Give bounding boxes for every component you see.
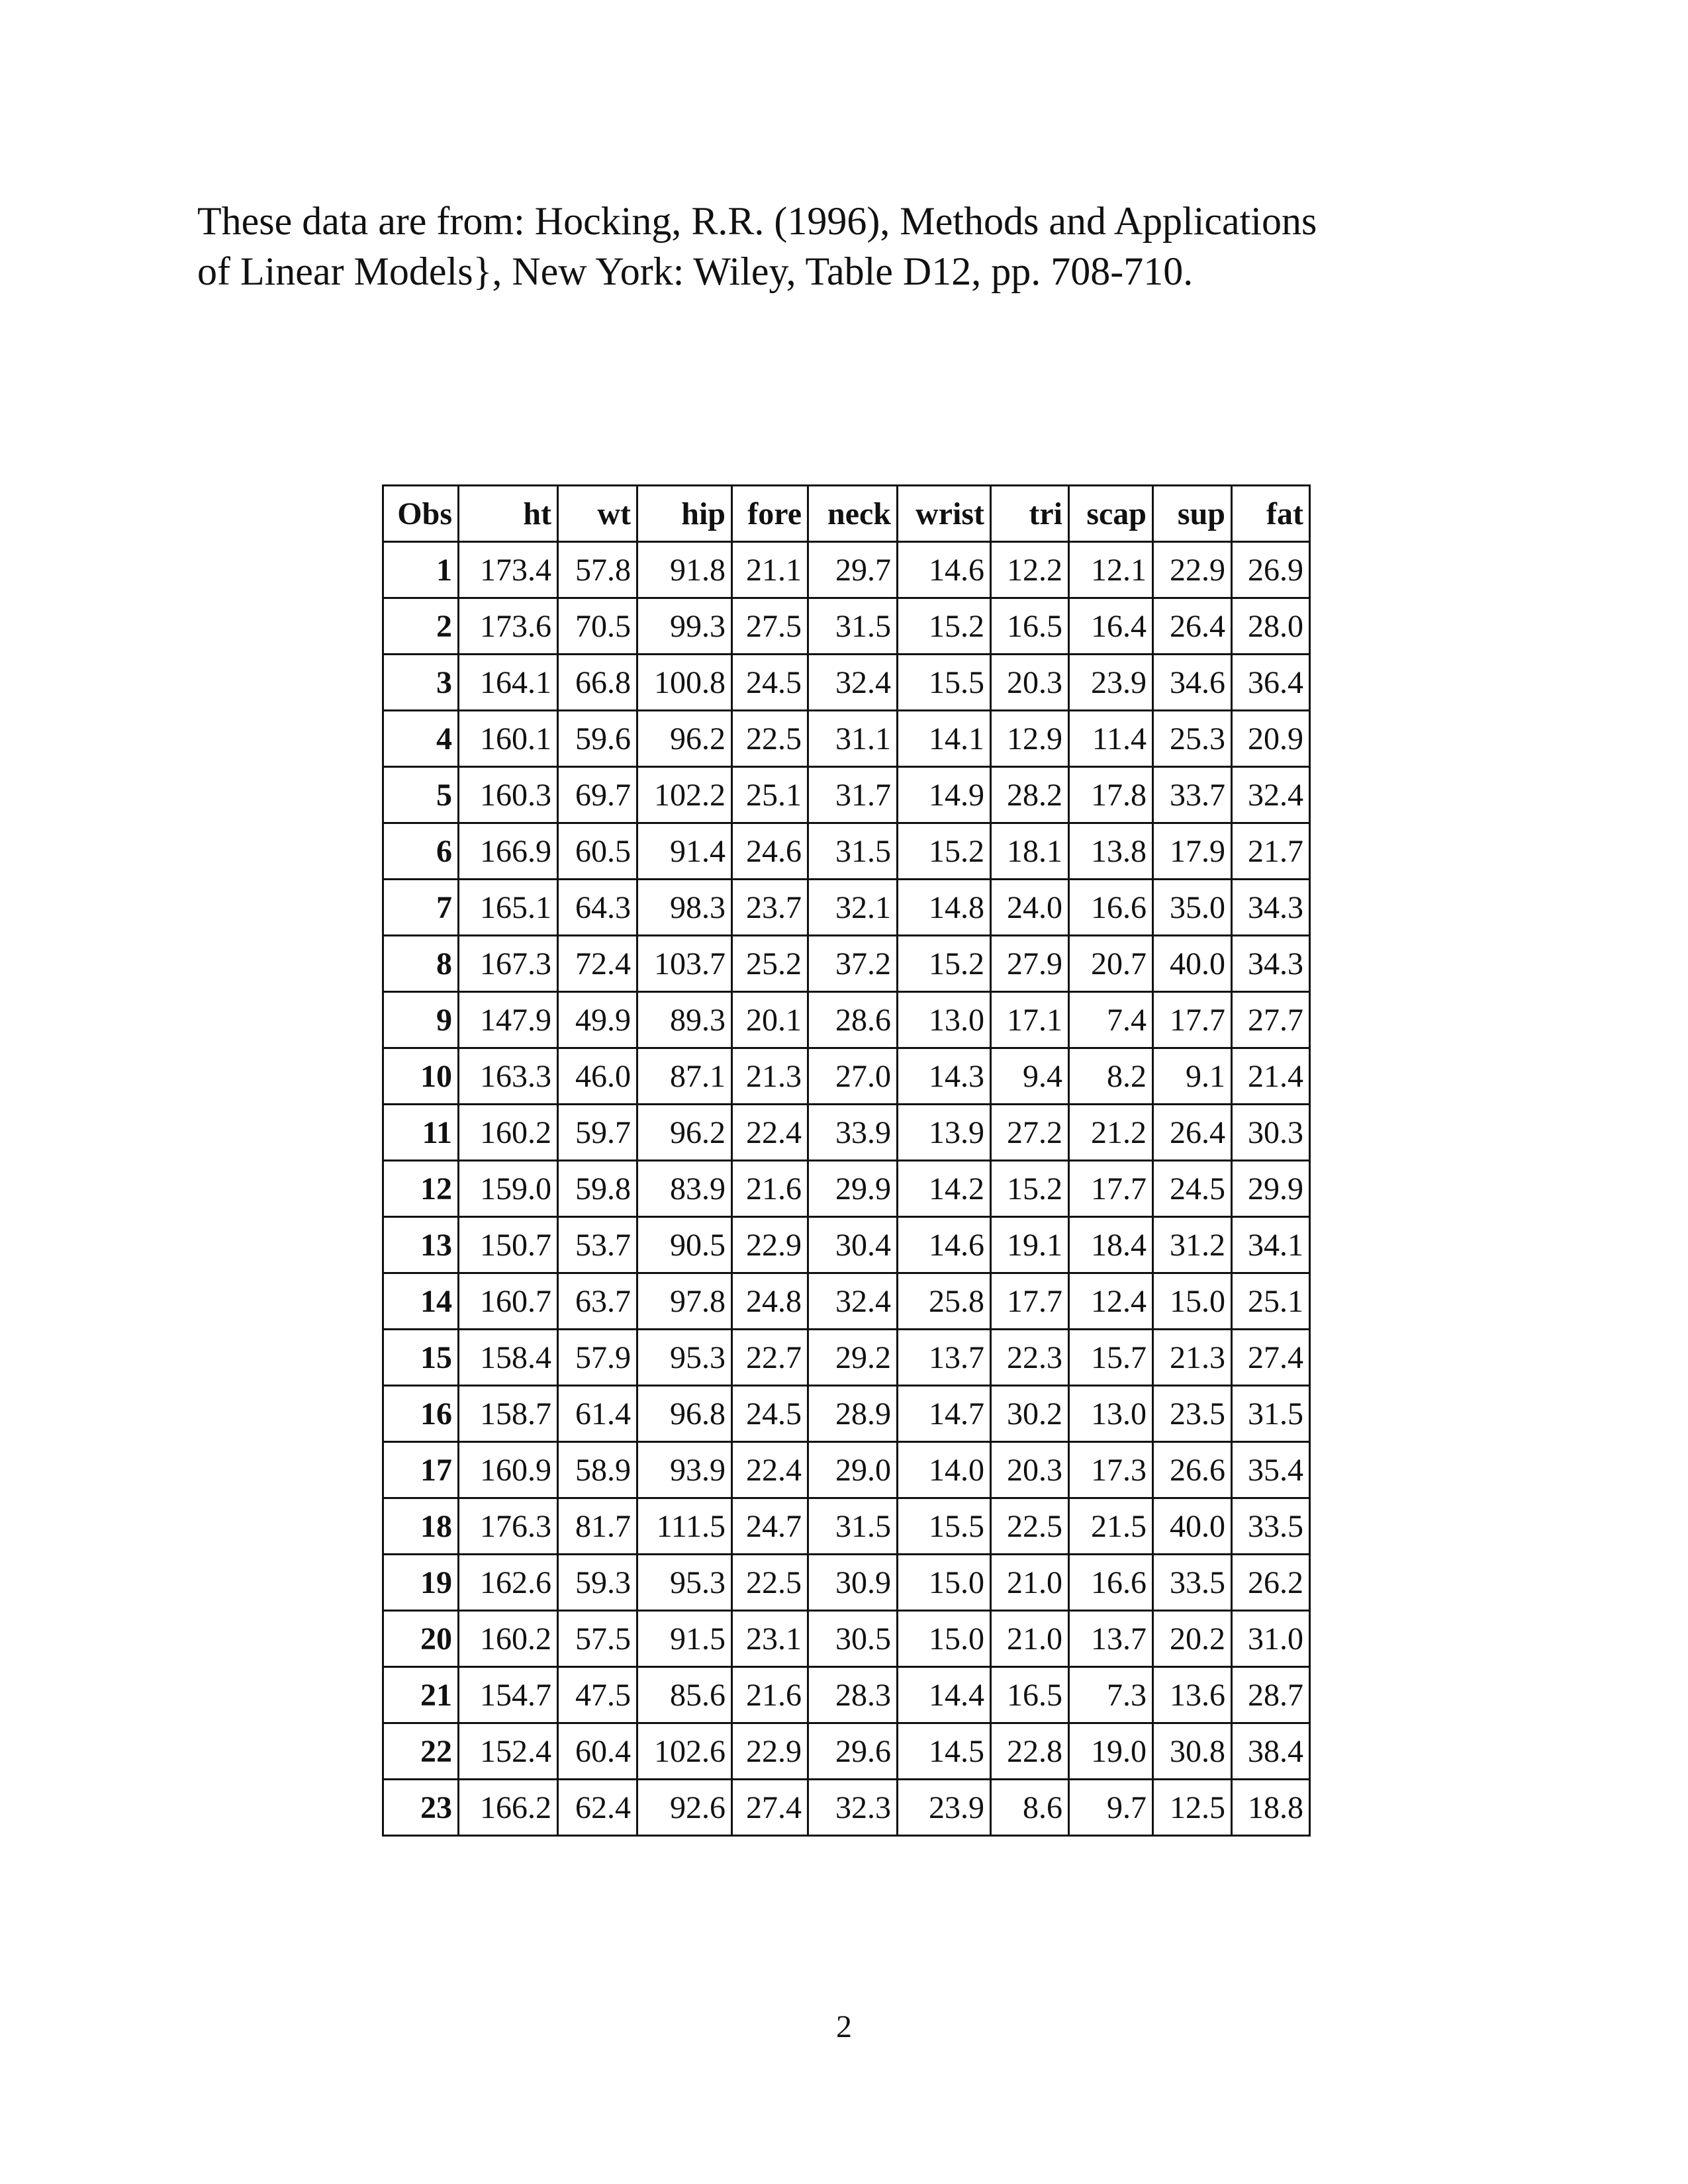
table-cell-scap: 21.2 xyxy=(1069,1105,1153,1161)
table-cell-tri: 12.9 xyxy=(991,711,1069,767)
table-cell-fore: 24.8 xyxy=(732,1273,808,1330)
table-cell-hip: 87.1 xyxy=(637,1048,732,1105)
table-cell-neck: 32.4 xyxy=(808,1273,898,1330)
table-cell-obs: 2 xyxy=(383,598,459,655)
table-cell-sup: 20.2 xyxy=(1153,1611,1232,1667)
table-cell-tri: 20.3 xyxy=(991,1442,1069,1498)
table-row xyxy=(383,1555,1310,1611)
table-row xyxy=(383,1780,1310,1836)
table-cell-ht: 166.2 xyxy=(459,1780,558,1836)
table-cell-wrist: 14.6 xyxy=(898,1217,991,1273)
table-cell-neck: 31.5 xyxy=(808,598,898,655)
table-cell-ht: 165.1 xyxy=(459,880,558,936)
table-cell-neck: 31.5 xyxy=(808,823,898,880)
table-cell-tri: 17.7 xyxy=(991,1273,1069,1330)
table-cell-fat: 34.3 xyxy=(1232,880,1310,936)
table-cell-fat: 29.9 xyxy=(1232,1161,1310,1217)
table-row xyxy=(383,598,1310,655)
table-cell-wrist: 14.3 xyxy=(898,1048,991,1105)
table-cell-wt: 53.7 xyxy=(558,1217,637,1273)
table-cell-scap: 17.7 xyxy=(1069,1161,1153,1217)
table-cell-sup: 26.6 xyxy=(1153,1442,1232,1498)
table-cell-fore: 24.7 xyxy=(732,1498,808,1555)
table-cell-wrist: 13.9 xyxy=(898,1105,991,1161)
table-cell-fore: 22.4 xyxy=(732,1442,808,1498)
table-cell-hip: 95.3 xyxy=(637,1555,732,1611)
table-cell-tri: 24.0 xyxy=(991,880,1069,936)
table-cell-fat: 25.1 xyxy=(1232,1273,1310,1330)
citation-line-1: These data are from: Hocking, R.R. (1996), Methods and Applications xyxy=(197,199,1317,243)
table-cell-ht: 160.3 xyxy=(459,767,558,823)
table-cell-obs: 5 xyxy=(383,767,459,823)
table-cell-wt: 72.4 xyxy=(558,936,637,992)
table-cell-ht: 152.4 xyxy=(459,1723,558,1780)
table-cell-ht: 162.6 xyxy=(459,1555,558,1611)
table-cell-wrist: 13.0 xyxy=(898,992,991,1048)
table-row xyxy=(383,542,1310,598)
table-cell-neck: 30.9 xyxy=(808,1555,898,1611)
table-cell-tri: 15.2 xyxy=(991,1161,1069,1217)
table-cell-tri: 9.4 xyxy=(991,1048,1069,1105)
table-cell-fat: 34.1 xyxy=(1232,1217,1310,1273)
table-cell-sup: 40.0 xyxy=(1153,936,1232,992)
table-cell-sup: 15.0 xyxy=(1153,1273,1232,1330)
table-cell-hip: 102.6 xyxy=(637,1723,732,1780)
table-cell-sup: 22.9 xyxy=(1153,542,1232,598)
table-cell-sup: 24.5 xyxy=(1153,1161,1232,1217)
column-header-tri: tri xyxy=(991,486,1069,542)
column-header-wrist: wrist xyxy=(898,486,991,542)
table-cell-ht: 158.4 xyxy=(459,1330,558,1386)
table-cell-neck: 33.9 xyxy=(808,1105,898,1161)
table-row xyxy=(383,711,1310,767)
table-cell-hip: 92.6 xyxy=(637,1780,732,1836)
table-cell-fat: 32.4 xyxy=(1232,767,1310,823)
table-cell-scap: 13.0 xyxy=(1069,1386,1153,1442)
table-cell-fat: 27.7 xyxy=(1232,992,1310,1048)
table-cell-wrist: 14.5 xyxy=(898,1723,991,1780)
table-row xyxy=(383,1667,1310,1723)
table-cell-neck: 30.5 xyxy=(808,1611,898,1667)
table-cell-ht: 159.0 xyxy=(459,1161,558,1217)
table-cell-fore: 22.5 xyxy=(732,1555,808,1611)
column-header-ht: ht xyxy=(459,486,558,542)
table-cell-fore: 21.6 xyxy=(732,1667,808,1723)
table-cell-sup: 13.6 xyxy=(1153,1667,1232,1723)
table-cell-wrist: 14.6 xyxy=(898,542,991,598)
table-row xyxy=(383,936,1310,992)
table-cell-ht: 166.9 xyxy=(459,823,558,880)
table-cell-neck: 32.4 xyxy=(808,655,898,711)
table-cell-fore: 23.1 xyxy=(732,1611,808,1667)
table-cell-scap: 20.7 xyxy=(1069,936,1153,992)
table-cell-tri: 22.3 xyxy=(991,1330,1069,1386)
table-row xyxy=(383,1498,1310,1555)
table-cell-ht: 160.2 xyxy=(459,1105,558,1161)
table-cell-hip: 97.8 xyxy=(637,1273,732,1330)
table-row xyxy=(383,1048,1310,1105)
table-cell-wt: 49.9 xyxy=(558,992,637,1048)
table-cell-fore: 21.3 xyxy=(732,1048,808,1105)
table-cell-wt: 59.8 xyxy=(558,1161,637,1217)
column-header-scap: scap xyxy=(1069,486,1153,542)
table-cell-hip: 111.5 xyxy=(637,1498,732,1555)
table-cell-neck: 29.2 xyxy=(808,1330,898,1386)
table-cell-wt: 59.3 xyxy=(558,1555,637,1611)
table-cell-fore: 24.5 xyxy=(732,655,808,711)
table-cell-hip: 85.6 xyxy=(637,1667,732,1723)
table-cell-obs: 11 xyxy=(383,1105,459,1161)
table-cell-obs: 1 xyxy=(383,542,459,598)
table-cell-hip: 93.9 xyxy=(637,1442,732,1498)
table-cell-fore: 23.7 xyxy=(732,880,808,936)
table-cell-fat: 33.5 xyxy=(1232,1498,1310,1555)
table-cell-tri: 17.1 xyxy=(991,992,1069,1048)
table-cell-sup: 26.4 xyxy=(1153,1105,1232,1161)
table-cell-hip: 89.3 xyxy=(637,992,732,1048)
table-cell-obs: 21 xyxy=(383,1667,459,1723)
table-cell-fat: 21.7 xyxy=(1232,823,1310,880)
table-cell-obs: 23 xyxy=(383,1780,459,1836)
table-row xyxy=(383,1273,1310,1330)
table-cell-scap: 16.6 xyxy=(1069,1555,1153,1611)
table-cell-ht: 160.9 xyxy=(459,1442,558,1498)
table-cell-fat: 28.0 xyxy=(1232,598,1310,655)
table-cell-hip: 96.2 xyxy=(637,711,732,767)
citation-text xyxy=(197,196,1521,296)
table-cell-obs: 16 xyxy=(383,1386,459,1442)
table-cell-fore: 20.1 xyxy=(732,992,808,1048)
table-cell-wt: 63.7 xyxy=(558,1273,637,1330)
table-cell-tri: 16.5 xyxy=(991,598,1069,655)
table-cell-fat: 20.9 xyxy=(1232,711,1310,767)
table-cell-neck: 30.4 xyxy=(808,1217,898,1273)
table-cell-tri: 22.5 xyxy=(991,1498,1069,1555)
table-cell-scap: 7.3 xyxy=(1069,1667,1153,1723)
table-cell-scap: 13.8 xyxy=(1069,823,1153,880)
table-cell-sup: 34.6 xyxy=(1153,655,1232,711)
table-cell-wrist: 15.2 xyxy=(898,936,991,992)
table-cell-wrist: 14.8 xyxy=(898,880,991,936)
table-cell-fat: 38.4 xyxy=(1232,1723,1310,1780)
table-cell-wt: 59.6 xyxy=(558,711,637,767)
table-cell-scap: 11.4 xyxy=(1069,711,1153,767)
table-cell-scap: 16.4 xyxy=(1069,598,1153,655)
table-cell-sup: 33.7 xyxy=(1153,767,1232,823)
table-cell-scap: 21.5 xyxy=(1069,1498,1153,1555)
table-cell-hip: 91.5 xyxy=(637,1611,732,1667)
table-cell-tri: 22.8 xyxy=(991,1723,1069,1780)
table-cell-neck: 28.6 xyxy=(808,992,898,1048)
column-header-fat: fat xyxy=(1232,486,1310,542)
citation-line-2: of Linear Models}, New York: Wiley, Table D12, pp. 708-710. xyxy=(197,250,1194,293)
table-cell-obs: 19 xyxy=(383,1555,459,1611)
table-cell-ht: 164.1 xyxy=(459,655,558,711)
data-table-container xyxy=(382,484,1311,1837)
column-header-obs: Obs xyxy=(383,486,459,542)
table-cell-tri: 28.2 xyxy=(991,767,1069,823)
table-row xyxy=(383,1330,1310,1386)
table-cell-wt: 64.3 xyxy=(558,880,637,936)
table-cell-neck: 28.3 xyxy=(808,1667,898,1723)
table-cell-tri: 30.2 xyxy=(991,1386,1069,1442)
table-cell-scap: 12.1 xyxy=(1069,542,1153,598)
table-cell-fore: 22.9 xyxy=(732,1217,808,1273)
table-cell-neck: 29.9 xyxy=(808,1161,898,1217)
table-cell-obs: 9 xyxy=(383,992,459,1048)
table-row xyxy=(383,767,1310,823)
table-cell-sup: 17.9 xyxy=(1153,823,1232,880)
table-cell-wt: 81.7 xyxy=(558,1498,637,1555)
table-cell-wt: 69.7 xyxy=(558,767,637,823)
table-cell-obs: 14 xyxy=(383,1273,459,1330)
table-cell-wrist: 14.1 xyxy=(898,711,991,767)
table-cell-hip: 98.3 xyxy=(637,880,732,936)
table-cell-sup: 12.5 xyxy=(1153,1780,1232,1836)
table-cell-sup: 23.5 xyxy=(1153,1386,1232,1442)
table-cell-ht: 173.4 xyxy=(459,542,558,598)
table-cell-fore: 24.6 xyxy=(732,823,808,880)
table-cell-wrist: 15.2 xyxy=(898,823,991,880)
table-row xyxy=(383,1611,1310,1667)
table-cell-obs: 12 xyxy=(383,1161,459,1217)
table-cell-obs: 4 xyxy=(383,711,459,767)
column-header-sup: sup xyxy=(1153,486,1232,542)
table-cell-hip: 91.8 xyxy=(637,542,732,598)
table-cell-wrist: 14.0 xyxy=(898,1442,991,1498)
table-cell-obs: 8 xyxy=(383,936,459,992)
table-cell-wt: 60.5 xyxy=(558,823,637,880)
table-cell-fore: 25.1 xyxy=(732,767,808,823)
table-cell-obs: 13 xyxy=(383,1217,459,1273)
table-cell-obs: 15 xyxy=(383,1330,459,1386)
table-cell-scap: 13.7 xyxy=(1069,1611,1153,1667)
column-header-wt: wt xyxy=(558,486,637,542)
table-cell-wt: 57.9 xyxy=(558,1330,637,1386)
table-row xyxy=(383,992,1310,1048)
table-cell-neck: 29.7 xyxy=(808,542,898,598)
table-cell-scap: 15.7 xyxy=(1069,1330,1153,1386)
table-cell-wt: 57.8 xyxy=(558,542,637,598)
table-row xyxy=(383,1217,1310,1273)
table-cell-obs: 3 xyxy=(383,655,459,711)
table-cell-wt: 59.7 xyxy=(558,1105,637,1161)
page-number: 2 xyxy=(836,2009,852,2044)
table-cell-hip: 100.8 xyxy=(637,655,732,711)
table-cell-fore: 21.6 xyxy=(732,1161,808,1217)
table-cell-tri: 20.3 xyxy=(991,655,1069,711)
table-cell-fat: 18.8 xyxy=(1232,1780,1310,1836)
table-cell-neck: 29.6 xyxy=(808,1723,898,1780)
table-cell-fore: 22.5 xyxy=(732,711,808,767)
table-cell-fore: 24.5 xyxy=(732,1386,808,1442)
table-cell-hip: 96.2 xyxy=(637,1105,732,1161)
table-cell-wrist: 14.9 xyxy=(898,767,991,823)
table-cell-wrist: 23.9 xyxy=(898,1780,991,1836)
table-cell-ht: 167.3 xyxy=(459,936,558,992)
table-cell-hip: 90.5 xyxy=(637,1217,732,1273)
table-cell-hip: 91.4 xyxy=(637,823,732,880)
table-cell-neck: 37.2 xyxy=(808,936,898,992)
table-cell-wrist: 14.2 xyxy=(898,1161,991,1217)
table-cell-fore: 22.7 xyxy=(732,1330,808,1386)
table-cell-fat: 30.3 xyxy=(1232,1105,1310,1161)
table-cell-tri: 19.1 xyxy=(991,1217,1069,1273)
table-row xyxy=(383,1723,1310,1780)
table-cell-tri: 21.0 xyxy=(991,1611,1069,1667)
table-row xyxy=(383,655,1310,711)
table-row xyxy=(383,823,1310,880)
table-cell-wrist: 15.5 xyxy=(898,655,991,711)
table-cell-wt: 47.5 xyxy=(558,1667,637,1723)
table-cell-scap: 23.9 xyxy=(1069,655,1153,711)
table-cell-hip: 83.9 xyxy=(637,1161,732,1217)
table-cell-sup: 21.3 xyxy=(1153,1330,1232,1386)
table-cell-ht: 160.2 xyxy=(459,1611,558,1667)
table-cell-fat: 26.2 xyxy=(1232,1555,1310,1611)
table-row xyxy=(383,1386,1310,1442)
table-cell-neck: 32.1 xyxy=(808,880,898,936)
table-cell-ht: 163.3 xyxy=(459,1048,558,1105)
table-cell-tri: 16.5 xyxy=(991,1667,1069,1723)
table-row xyxy=(383,1105,1310,1161)
table-cell-sup: 25.3 xyxy=(1153,711,1232,767)
table-cell-wt: 58.9 xyxy=(558,1442,637,1498)
column-header-neck: neck xyxy=(808,486,898,542)
table-row xyxy=(383,880,1310,936)
table-cell-fat: 31.5 xyxy=(1232,1386,1310,1442)
table-cell-wt: 66.8 xyxy=(558,655,637,711)
table-cell-scap: 18.4 xyxy=(1069,1217,1153,1273)
table-cell-obs: 18 xyxy=(383,1498,459,1555)
table-cell-hip: 102.2 xyxy=(637,767,732,823)
table-cell-wrist: 14.7 xyxy=(898,1386,991,1442)
table-cell-neck: 31.7 xyxy=(808,767,898,823)
data-table xyxy=(382,484,1311,1837)
table-cell-ht: 150.7 xyxy=(459,1217,558,1273)
table-cell-sup: 31.2 xyxy=(1153,1217,1232,1273)
table-cell-fore: 25.2 xyxy=(732,936,808,992)
table-cell-neck: 28.9 xyxy=(808,1386,898,1442)
table-cell-obs: 7 xyxy=(383,880,459,936)
table-row xyxy=(383,1161,1310,1217)
table-cell-fat: 28.7 xyxy=(1232,1667,1310,1723)
table-cell-obs: 17 xyxy=(383,1442,459,1498)
table-cell-fat: 31.0 xyxy=(1232,1611,1310,1667)
table-cell-neck: 29.0 xyxy=(808,1442,898,1498)
table-cell-wt: 46.0 xyxy=(558,1048,637,1105)
table-cell-wrist: 13.7 xyxy=(898,1330,991,1386)
table-cell-hip: 103.7 xyxy=(637,936,732,992)
table-cell-sup: 30.8 xyxy=(1153,1723,1232,1780)
table-cell-ht: 173.6 xyxy=(459,598,558,655)
table-cell-tri: 27.9 xyxy=(991,936,1069,992)
table-cell-scap: 17.3 xyxy=(1069,1442,1153,1498)
table-cell-fat: 27.4 xyxy=(1232,1330,1310,1386)
table-cell-sup: 35.0 xyxy=(1153,880,1232,936)
table-cell-wrist: 14.4 xyxy=(898,1667,991,1723)
table-cell-scap: 17.8 xyxy=(1069,767,1153,823)
table-cell-wrist: 15.5 xyxy=(898,1498,991,1555)
table-cell-fat: 26.9 xyxy=(1232,542,1310,598)
table-cell-fore: 27.4 xyxy=(732,1780,808,1836)
table-cell-ht: 160.1 xyxy=(459,711,558,767)
table-cell-sup: 17.7 xyxy=(1153,992,1232,1048)
table-cell-hip: 96.8 xyxy=(637,1386,732,1442)
table-cell-tri: 21.0 xyxy=(991,1555,1069,1611)
column-header-fore: fore xyxy=(732,486,808,542)
table-body xyxy=(383,542,1310,1836)
table-cell-obs: 10 xyxy=(383,1048,459,1105)
table-cell-ht: 176.3 xyxy=(459,1498,558,1555)
table-cell-ht: 158.7 xyxy=(459,1386,558,1442)
table-cell-hip: 99.3 xyxy=(637,598,732,655)
table-cell-tri: 12.2 xyxy=(991,542,1069,598)
table-cell-wrist: 15.2 xyxy=(898,598,991,655)
table-cell-fore: 21.1 xyxy=(732,542,808,598)
table-cell-tri: 27.2 xyxy=(991,1105,1069,1161)
table-cell-wrist: 25.8 xyxy=(898,1273,991,1330)
column-header-hip: hip xyxy=(637,486,732,542)
table-cell-obs: 22 xyxy=(383,1723,459,1780)
table-cell-sup: 26.4 xyxy=(1153,598,1232,655)
table-cell-obs: 6 xyxy=(383,823,459,880)
table-cell-obs: 20 xyxy=(383,1611,459,1667)
table-cell-scap: 7.4 xyxy=(1069,992,1153,1048)
table-cell-fore: 22.4 xyxy=(732,1105,808,1161)
table-cell-neck: 32.3 xyxy=(808,1780,898,1836)
table-cell-sup: 40.0 xyxy=(1153,1498,1232,1555)
table-cell-fat: 35.4 xyxy=(1232,1442,1310,1498)
table-cell-ht: 160.7 xyxy=(459,1273,558,1330)
table-header-row xyxy=(383,486,1310,542)
table-cell-wt: 57.5 xyxy=(558,1611,637,1667)
table-cell-wrist: 15.0 xyxy=(898,1555,991,1611)
table-cell-wt: 61.4 xyxy=(558,1386,637,1442)
table-cell-neck: 27.0 xyxy=(808,1048,898,1105)
table-cell-fore: 22.9 xyxy=(732,1723,808,1780)
table-cell-scap: 12.4 xyxy=(1069,1273,1153,1330)
table-cell-wrist: 15.0 xyxy=(898,1611,991,1667)
table-cell-sup: 9.1 xyxy=(1153,1048,1232,1105)
table-cell-fat: 21.4 xyxy=(1232,1048,1310,1105)
table-cell-ht: 154.7 xyxy=(459,1667,558,1723)
table-cell-hip: 95.3 xyxy=(637,1330,732,1386)
table-cell-neck: 31.5 xyxy=(808,1498,898,1555)
table-cell-fat: 36.4 xyxy=(1232,655,1310,711)
table-cell-scap: 8.2 xyxy=(1069,1048,1153,1105)
table-cell-neck: 31.1 xyxy=(808,711,898,767)
table-cell-wt: 70.5 xyxy=(558,598,637,655)
table-cell-scap: 16.6 xyxy=(1069,880,1153,936)
table-cell-tri: 18.1 xyxy=(991,823,1069,880)
table-row xyxy=(383,1442,1310,1498)
table-cell-sup: 33.5 xyxy=(1153,1555,1232,1611)
table-cell-fat: 34.3 xyxy=(1232,936,1310,992)
table-cell-scap: 9.7 xyxy=(1069,1780,1153,1836)
table-cell-tri: 8.6 xyxy=(991,1780,1069,1836)
table-cell-wt: 60.4 xyxy=(558,1723,637,1780)
table-cell-fore: 27.5 xyxy=(732,598,808,655)
table-cell-ht: 147.9 xyxy=(459,992,558,1048)
table-cell-wt: 62.4 xyxy=(558,1780,637,1836)
table-cell-scap: 19.0 xyxy=(1069,1723,1153,1780)
